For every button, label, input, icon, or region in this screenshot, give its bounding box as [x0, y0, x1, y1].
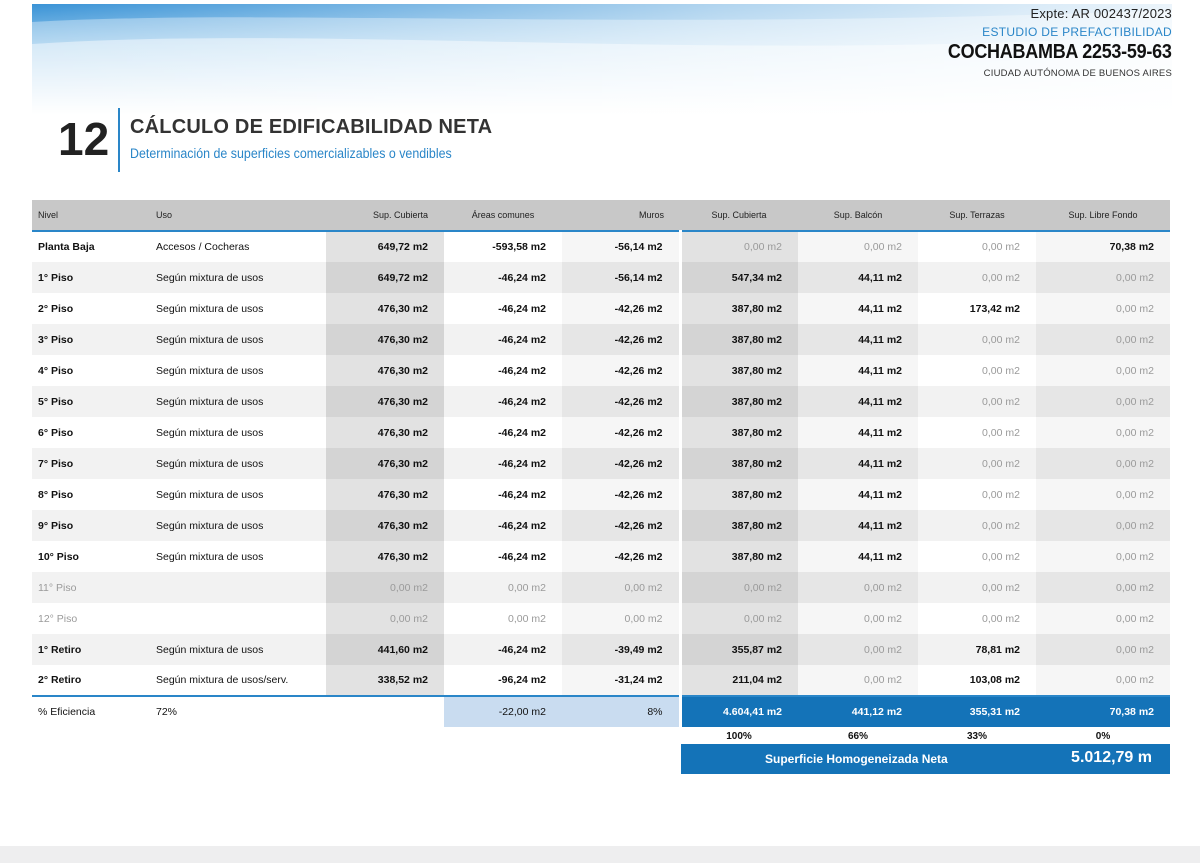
cell-terrazas: 173,42 m2: [969, 302, 1020, 315]
section-number: 12: [58, 113, 110, 165]
cell-sup-cub2: 211,04 m2: [680, 665, 798, 696]
header-sup-balcon: Sup. Balcón: [798, 200, 918, 231]
cell-muros: -56,14 m2: [562, 262, 680, 293]
cell-sup-cub2: 387,80 m2: [680, 448, 798, 479]
cell-terrazas: 0,00 m2: [918, 510, 1036, 541]
cell-areas: -46,24 m2: [444, 634, 562, 665]
bottom-strip: [0, 846, 1200, 863]
cell-muros: -42,26 m2: [562, 324, 680, 355]
efficiency-balcon: 441,12 m2: [798, 696, 918, 727]
cell-muros: -56,14 m2: [562, 231, 680, 262]
cell-sup-cub: 476,30 m2: [326, 510, 444, 541]
efficiency-muros: 8%: [562, 696, 680, 727]
cell-terrazas: 78,81 m2: [918, 634, 1036, 665]
cell-nivel: 8° Piso: [38, 488, 74, 501]
header-areas-comunes: Áreas comunes: [444, 200, 562, 231]
cell-libre: 0,00 m2: [1036, 448, 1170, 479]
cell-sup-cub2: 387,80 m2: [680, 324, 798, 355]
cell-nivel: 3° Piso: [32, 324, 150, 355]
cell-terrazas: 0,00 m2: [982, 612, 1020, 625]
cell-areas: -46,24 m2: [498, 426, 546, 439]
table-row: [32, 665, 1170, 696]
cell-terrazas: 103,08 m2: [918, 665, 1036, 696]
cell-areas: -46,24 m2: [498, 488, 546, 501]
cell-nivel: 2° Retiro: [32, 665, 150, 696]
header-nivel: Nivel: [32, 200, 150, 231]
table-row: [32, 386, 1170, 417]
header-muros: Muros: [562, 200, 680, 231]
city-name: CIUDAD AUTÓNOMA DE BUENOS AIRES: [983, 68, 1172, 79]
cell-muros: -42,26 m2: [562, 355, 680, 386]
cell-terrazas: 0,00 m2: [918, 572, 1036, 603]
cell-sup-cub2: 387,80 m2: [680, 355, 798, 386]
cell-uso: Según mixtura de usos: [156, 302, 264, 315]
percentage-empty: [444, 727, 562, 745]
section-subtitle: Determinación de superficies comercializables o vendibles: [130, 146, 452, 161]
cell-sup-cub: 649,72 m2: [326, 262, 444, 293]
cell-muros: -42,26 m2: [562, 448, 680, 479]
efficiency-areas: -22,00 m2: [444, 696, 562, 727]
cell-uso: Según mixtura de usos: [156, 364, 264, 377]
cell-libre: 0,00 m2: [1036, 510, 1170, 541]
cell-terrazas: 0,00 m2: [982, 426, 1020, 439]
document-page: [32, 4, 1172, 844]
cell-nivel: 9° Piso: [32, 510, 150, 541]
cell-sup-cub: 476,30 m2: [326, 386, 444, 417]
percentage-balcon: 66%: [847, 730, 868, 742]
section-divider: [118, 108, 120, 172]
header-sup-terrazas: Sup. Terrazas: [918, 200, 1036, 231]
cell-libre: 0,00 m2: [1036, 417, 1170, 448]
efficiency-sup-cub2: 4.604,41 m2: [680, 696, 798, 727]
cell-balcon: 44,11 m2: [798, 355, 918, 386]
table-row: [32, 634, 1170, 665]
cell-sup-cub: 476,30 m2: [326, 324, 444, 355]
cell-sup-cub: 476,30 m2: [326, 479, 444, 510]
cell-sup-cub: 0,00 m2: [326, 572, 444, 603]
header-sup-libre-fondo: Sup. Libre Fondo: [1036, 200, 1170, 231]
cell-uso: Según mixtura de usos: [150, 262, 326, 293]
header-sup-cubierta: Sup. Cubierta: [326, 200, 444, 231]
table-row: [32, 293, 1170, 324]
cell-areas: -46,24 m2: [444, 510, 562, 541]
cell-areas: -46,24 m2: [444, 262, 562, 293]
cell-libre: 0,00 m2: [1036, 479, 1170, 510]
cell-terrazas: 0,00 m2: [982, 241, 1020, 253]
table-row: [32, 541, 1170, 572]
cell-nivel: 4° Piso: [38, 364, 74, 377]
percentage-empty: [326, 727, 444, 745]
cell-sup-cub2: 387,80 m2: [680, 479, 798, 510]
cell-nivel: 5° Piso: [32, 386, 150, 417]
efficiency-value: 72%: [150, 696, 326, 727]
table-row: [32, 262, 1170, 293]
cell-libre: 0,00 m2: [1036, 293, 1170, 324]
cell-nivel: 10° Piso: [38, 550, 79, 563]
percentage-sup-cub2: 100%: [726, 730, 752, 742]
cell-areas: -46,24 m2: [444, 386, 562, 417]
table-row: [32, 479, 1170, 510]
efficiency-libre: 70,38 m2: [1036, 696, 1170, 727]
percentage-empty: [32, 727, 150, 745]
cell-muros: -42,26 m2: [562, 293, 680, 324]
cell-terrazas: 0,00 m2: [918, 262, 1036, 293]
table-row: [32, 231, 1170, 262]
cell-balcon: 0,00 m2: [798, 665, 918, 696]
cell-muros: 0,00 m2: [562, 572, 680, 603]
cell-sup-cub: 476,30 m2: [326, 448, 444, 479]
cell-libre: 0,00 m2: [1036, 634, 1170, 665]
cell-sup-cub2: 0,00 m2: [680, 572, 798, 603]
header-sup-cubierta-neta: Sup. Cubierta: [680, 200, 798, 231]
cell-sup-cub2: 355,87 m2: [680, 634, 798, 665]
cell-areas: -46,24 m2: [444, 324, 562, 355]
percentage-empty: [562, 727, 680, 745]
superficie-neta-value: 5.012,79 m: [1071, 749, 1152, 766]
cell-terrazas: 0,00 m2: [918, 386, 1036, 417]
cell-terrazas: 0,00 m2: [918, 324, 1036, 355]
cell-sup-cub2: 387,80 m2: [680, 417, 798, 448]
efficiency-terrazas: 355,31 m2: [918, 696, 1036, 727]
cell-uso: Según mixtura de usos: [156, 550, 264, 563]
cell-sup-cub2: 0,00 m2: [680, 603, 798, 634]
cell-sup-cub: 476,30 m2: [326, 417, 444, 448]
cell-libre: 0,00 m2: [1036, 262, 1170, 293]
cell-muros: 0,00 m2: [562, 603, 680, 634]
cell-balcon: 44,11 m2: [798, 293, 918, 324]
cell-libre: 0,00 m2: [1036, 603, 1170, 634]
cell-muros: -42,26 m2: [562, 479, 680, 510]
efficiency-empty: [326, 696, 444, 727]
cell-balcon: 44,11 m2: [798, 324, 918, 355]
cell-balcon: 44,11 m2: [798, 510, 918, 541]
cell-areas: -96,24 m2: [444, 665, 562, 696]
cell-sup-cub2: 0,00 m2: [680, 231, 798, 262]
cell-sup-cub2: 387,80 m2: [680, 386, 798, 417]
cell-areas: -46,24 m2: [498, 364, 546, 377]
header-info: [923, 6, 1172, 79]
section-title: CÁLCULO DE EDIFICABILIDAD NETA: [130, 116, 493, 138]
table-row: [32, 355, 1170, 386]
study-type: ESTUDIO DE PREFACTIBILIDAD: [982, 25, 1172, 39]
cell-uso: Según mixtura de usos: [150, 510, 326, 541]
cell-balcon: 0,00 m2: [798, 572, 918, 603]
cell-balcon: 0,00 m2: [798, 603, 918, 634]
cell-uso: Según mixtura de usos: [150, 324, 326, 355]
cell-balcon: 44,11 m2: [798, 262, 918, 293]
table-row: [32, 324, 1170, 355]
cell-uso: Según mixtura de usos: [150, 448, 326, 479]
cell-areas: -46,24 m2: [498, 550, 546, 563]
efficiency-row: [32, 696, 1170, 727]
table-row: [32, 572, 1170, 603]
cell-balcon: 0,00 m2: [798, 634, 918, 665]
cell-balcon: 44,11 m2: [798, 417, 918, 448]
cell-terrazas: 0,00 m2: [982, 488, 1020, 501]
cell-nivel: 7° Piso: [32, 448, 150, 479]
percentage-libre: 0%: [1095, 730, 1111, 742]
efficiency-label: % Eficiencia: [32, 696, 150, 727]
cell-areas: 0,00 m2: [444, 572, 562, 603]
cell-nivel: Planta Baja: [38, 241, 95, 253]
property-address: COCHABAMBA 2253-59-63: [948, 41, 1172, 63]
cell-muros: -42,26 m2: [562, 386, 680, 417]
cell-areas: 0,00 m2: [508, 612, 546, 625]
cell-nivel: 2° Piso: [38, 302, 74, 315]
cell-libre: 0,00 m2: [1036, 541, 1170, 572]
cell-sup-cub: 441,60 m2: [326, 634, 444, 665]
header-uso: Uso: [150, 200, 326, 231]
edificabilidad-table: [32, 200, 1170, 745]
cell-areas: -46,24 m2: [498, 302, 546, 315]
cell-sup-cub: 476,30 m2: [326, 355, 444, 386]
cell-sup-cub: 649,72 m2: [326, 231, 444, 262]
cell-muros: -42,26 m2: [562, 510, 680, 541]
cell-uso: Según mixtura de usos: [150, 634, 326, 665]
cell-muros: -39,49 m2: [562, 634, 680, 665]
cell-nivel: 11° Piso: [32, 572, 150, 603]
percentage-row: [32, 727, 1170, 745]
cell-uso: Según mixtura de usos/serv.: [150, 665, 326, 696]
cell-sup-cub2: 387,80 m2: [680, 541, 798, 572]
cell-balcon: 0,00 m2: [798, 231, 918, 262]
cell-muros: -42,26 m2: [562, 417, 680, 448]
table-row: [32, 510, 1170, 541]
table-row: [32, 448, 1170, 479]
expediente-number: Expte: AR 002437/2023: [1030, 6, 1172, 21]
superficie-neta-label: Superficie Homogeneizada Neta: [765, 752, 948, 766]
cell-muros: -42,26 m2: [562, 541, 680, 572]
cell-areas: -46,24 m2: [444, 448, 562, 479]
table-header-row: [32, 200, 1170, 231]
cell-libre: 0,00 m2: [1036, 324, 1170, 355]
cell-balcon: 44,11 m2: [798, 448, 918, 479]
cell-libre: 0,00 m2: [1036, 386, 1170, 417]
cell-terrazas: 0,00 m2: [982, 550, 1020, 563]
cell-nivel: 1° Retiro: [32, 634, 150, 665]
cell-uso: [150, 572, 326, 603]
cell-uso: Accesos / Cocheras: [156, 241, 250, 253]
percentage-terrazas: 33%: [966, 730, 987, 742]
cell-libre: 0,00 m2: [1036, 665, 1170, 696]
cell-uso: Según mixtura de usos: [150, 386, 326, 417]
cell-nivel: 1° Piso: [32, 262, 150, 293]
cell-libre: 0,00 m2: [1036, 572, 1170, 603]
cell-sup-cub2: 387,80 m2: [680, 510, 798, 541]
cell-uso: [150, 603, 326, 634]
cell-nivel: 6° Piso: [38, 426, 74, 439]
cell-sup-cub2: 387,80 m2: [680, 293, 798, 324]
cell-sup-cub2: 547,34 m2: [680, 262, 798, 293]
cell-terrazas: 0,00 m2: [918, 448, 1036, 479]
cell-balcon: 44,11 m2: [798, 386, 918, 417]
cell-sup-cub: 338,52 m2: [326, 665, 444, 696]
percentage-empty: [150, 727, 326, 745]
superficie-neta-bar: [681, 744, 1170, 774]
cell-terrazas: 0,00 m2: [982, 364, 1020, 377]
cell-uso: Según mixtura de usos: [156, 488, 264, 501]
cell-areas: -593,58 m2: [492, 241, 546, 253]
cell-libre: 70,38 m2: [1036, 231, 1170, 262]
cell-muros: -31,24 m2: [562, 665, 680, 696]
cell-sup-cub: 476,30 m2: [326, 541, 444, 572]
table-row: [32, 603, 1170, 634]
table-row: [32, 417, 1170, 448]
cell-balcon: 44,11 m2: [798, 479, 918, 510]
cell-uso: Según mixtura de usos: [156, 426, 264, 439]
cell-nivel: 12° Piso: [38, 612, 78, 625]
cell-libre: 0,00 m2: [1036, 355, 1170, 386]
cell-sup-cub: 0,00 m2: [326, 603, 444, 634]
cell-sup-cub: 476,30 m2: [326, 293, 444, 324]
cell-balcon: 44,11 m2: [798, 541, 918, 572]
